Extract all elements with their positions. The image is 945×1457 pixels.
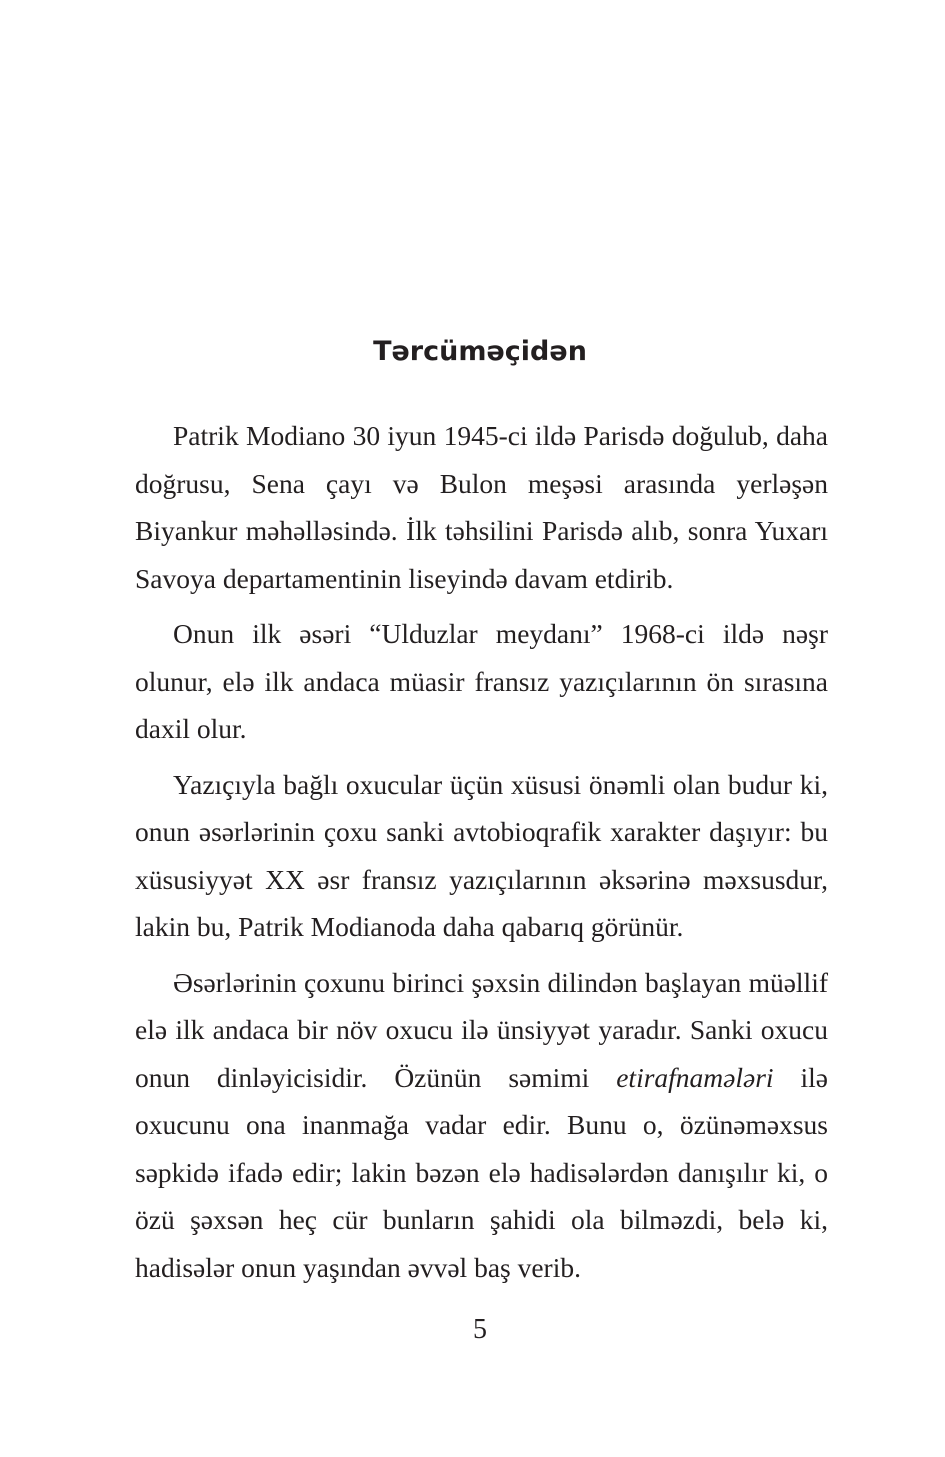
paragraph-4 — [135, 959, 828, 1292]
paragraph-3: Yazıçıyla bağlı oxucular üçün xüsusi önəmli olan budur ki, onun əsərlərinin çoxu sanki avtobioqrafik xarakter daşıyır: bu xüsusiyyət XX əsr fransız yazıçılarının əksərinə məxsusdur, lakin bu, Patrik Modianoda daha qabarıq görünür. — [135, 768, 828, 942]
page-number: 5 — [473, 1314, 487, 1345]
body-text — [135, 412, 828, 1291]
paragraph-2: Onun ilk əsəri “Ulduzlar meydanı” 1968-ci ildə nəşr olunur, elə ilk andaca müasir fransız yazıçılarının ön sırasına daxil olur. — [135, 618, 828, 744]
paragraph-1: Patrik Modiano 30 iyun 1945-ci ildə Parisdə doğulub, daha doğrusu, Sena çayı və Bulon meşəsi arasında yerləşən Biyankur məhəlləsində. İlk təhsilini Parisdə alıb, sonra Yuxarı Savoya departamentinin liseyində davam etdirib. — [135, 420, 828, 594]
paragraph-4-italic-term: etirafnamələri — [616, 1061, 774, 1093]
paragraph-4-text-after: ilə oxucunu ona inanmağa vadar edir. Bunu o, özünəməxsus səpkidə ifadə edir; lakin bəzən elə hadisələrdən danışılır ki, o özü şəxsən heç cür bunların şahidi ola bilməzdi, belə ki, hadisələr onun yaşından əvvəl baş verib. — [135, 1061, 828, 1283]
page-title: Tərcüməçidən — [373, 336, 587, 368]
paragraph-4-text-before: Əsərlərinin çoxunu birinci şəxsin dilindən başlayan müəllif elə ilk andaca bir növ oxucu ilə ünsiyyət yaradır. Sanki oxucu onun dinləyicisidir. Özünün səmimi — [135, 966, 828, 1093]
